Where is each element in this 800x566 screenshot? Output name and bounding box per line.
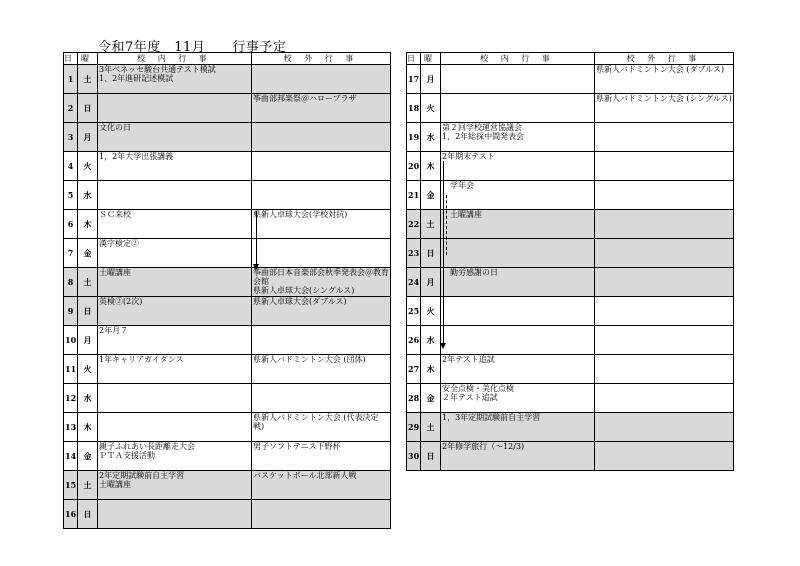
external-event-cell <box>595 297 734 326</box>
dow-cell-text: 日 <box>83 102 92 113</box>
day-cell <box>64 239 78 268</box>
external-event-cell <box>252 297 391 326</box>
dow-cell-text: 金 <box>426 189 435 200</box>
day-cell <box>407 268 421 297</box>
external-event-cell <box>595 94 734 123</box>
table-row <box>407 152 734 181</box>
day-cell-text: 16 <box>65 508 77 519</box>
external-event-cell <box>252 471 391 500</box>
schedule-table-left <box>63 52 391 529</box>
internal-event-cell <box>98 326 252 355</box>
day-cell-text: 1 <box>67 73 74 84</box>
internal-event-cell <box>98 500 252 529</box>
day-cell <box>64 471 78 500</box>
dow-cell <box>78 500 98 529</box>
day-cell-text: 8 <box>67 276 74 287</box>
day-cell <box>64 268 78 297</box>
internal-event-cell <box>98 123 252 152</box>
internal-event-cell-text: 2年修学旅行（～12/3) <box>442 442 525 451</box>
dow-cell-text: 土 <box>83 479 92 490</box>
external-event-cell <box>595 268 734 297</box>
day-cell-text: 22 <box>408 218 420 229</box>
day-cell-text: 6 <box>67 218 74 229</box>
external-event-cell-text: 男子ソフトテニス下野杯 <box>253 442 341 451</box>
header-internal: 校 内 行 事 <box>441 53 595 65</box>
internal-event-cell <box>98 65 252 94</box>
day-cell-text: 17 <box>408 73 420 84</box>
day-cell <box>407 181 421 210</box>
external-event-cell <box>252 239 391 268</box>
internal-event-cell-text: 第２回学校運営協議会 1，2年総探中間発表会 <box>442 123 525 141</box>
day-cell <box>64 384 78 413</box>
header-day: 日 <box>64 54 77 63</box>
table-row <box>64 210 391 239</box>
dow-cell <box>421 268 441 297</box>
day-cell-text: 19 <box>408 131 420 142</box>
dow-cell <box>78 94 98 123</box>
external-event-cell-text: 県新人卓球大会(ダブルス) <box>253 297 347 306</box>
external-event-cell <box>595 210 734 239</box>
dow-cell-text: 水 <box>83 392 92 403</box>
internal-event-cell-text: 1，2年大学出張講義 <box>99 152 174 161</box>
day-cell-text: 11 <box>65 363 77 374</box>
table-row <box>64 471 391 500</box>
internal-event-cell <box>98 210 252 239</box>
table-row <box>64 94 391 123</box>
dow-cell-text: 土 <box>83 276 92 287</box>
day-cell <box>64 181 78 210</box>
external-event-cell-text: 県新人バドミントン大会 (ダブルス) <box>596 65 725 74</box>
dow-cell-text: 火 <box>426 102 435 113</box>
table-row <box>407 239 734 268</box>
day-cell <box>64 355 78 384</box>
dow-cell-text: 金 <box>426 392 435 403</box>
dow-cell <box>421 413 441 442</box>
dow-cell-text: 木 <box>426 363 435 374</box>
external-event-cell <box>595 355 734 384</box>
internal-event-cell-text: 土曜講座 <box>99 268 131 277</box>
external-event-cell <box>252 442 391 471</box>
dow-cell <box>78 384 98 413</box>
internal-event-cell-text: 親子ふれあい長距離走大会 ＰＴＡ支援活動 <box>99 442 195 460</box>
table-row <box>407 94 734 123</box>
day-cell-text: 28 <box>408 392 420 403</box>
page-title: 令和7年度 11月 行事予定 <box>98 40 287 55</box>
internal-event-cell-text: 英検②(2次) <box>99 297 143 306</box>
external-event-cell <box>252 413 391 442</box>
external-event-cell-text: 県新人卓球大会(学校対抗) <box>253 210 348 219</box>
day-cell <box>407 355 421 384</box>
internal-event-cell <box>441 239 595 268</box>
table-row <box>407 442 734 471</box>
schedule-table-right <box>406 52 734 471</box>
dow-cell <box>78 326 98 355</box>
day-cell <box>407 384 421 413</box>
internal-event-cell <box>441 94 595 123</box>
day-cell-text: 15 <box>65 479 77 490</box>
external-event-cell <box>595 152 734 181</box>
arrow-line-nov6-9 <box>256 211 257 267</box>
day-cell <box>64 210 78 239</box>
internal-event-cell-text: 勤労感謝の日 <box>442 268 498 277</box>
day-cell-text: 18 <box>408 102 420 113</box>
dow-cell-text: 水 <box>426 334 435 345</box>
internal-event-cell <box>441 355 595 384</box>
day-cell <box>64 297 78 326</box>
table-row <box>64 442 391 471</box>
external-event-cell <box>595 413 734 442</box>
day-cell <box>64 65 78 94</box>
table-row <box>64 268 391 297</box>
dow-cell-text: 土 <box>83 73 92 84</box>
dow-cell <box>78 442 98 471</box>
internal-event-cell-text: 2年期末テスト <box>442 152 495 161</box>
dow-cell <box>421 384 441 413</box>
external-event-cell <box>252 65 391 94</box>
dow-cell-text: 月 <box>426 73 435 84</box>
external-event-cell-text: 県新人バドミントン大会 (団体) <box>253 355 366 364</box>
external-event-cell <box>252 210 391 239</box>
header-dow: 曜 <box>421 53 441 65</box>
external-event-cell <box>595 123 734 152</box>
arrow-dashed-line <box>446 195 447 255</box>
table-row <box>64 355 391 384</box>
header-internal: 校 内 行 事 <box>98 53 252 65</box>
table-row <box>407 384 734 413</box>
dow-cell <box>78 268 98 297</box>
internal-event-cell <box>441 384 595 413</box>
internal-event-cell <box>98 268 252 297</box>
table-row <box>407 355 734 384</box>
day-cell-text: 25 <box>408 305 420 316</box>
day-cell-text: 9 <box>67 305 74 316</box>
table-row <box>407 65 734 94</box>
dow-cell-text: 木 <box>83 218 92 229</box>
external-event-cell <box>252 94 391 123</box>
internal-event-cell <box>441 65 595 94</box>
header-dow: 曜 <box>78 53 98 65</box>
dow-cell-text: 金 <box>83 247 92 258</box>
dow-cell <box>421 297 441 326</box>
table-row <box>407 413 734 442</box>
external-event-cell <box>252 268 391 297</box>
day-cell <box>407 297 421 326</box>
external-event-cell <box>252 152 391 181</box>
internal-event-cell <box>98 239 252 268</box>
internal-event-cell <box>441 413 595 442</box>
internal-event-cell <box>441 210 595 239</box>
internal-event-cell-text: 安全点検・美化点検 ２年テスト追試 <box>442 384 514 402</box>
dow-cell-text: 木 <box>426 160 435 171</box>
table-row <box>64 297 391 326</box>
day-cell-text: 20 <box>408 160 420 171</box>
internal-event-cell <box>98 355 252 384</box>
external-event-cell <box>595 384 734 413</box>
day-cell <box>64 152 78 181</box>
internal-event-cell-text: 漢字検定② <box>99 239 139 248</box>
external-event-cell <box>595 442 734 471</box>
day-cell-text: 5 <box>67 189 74 200</box>
internal-event-cell-text: 文化の日 <box>99 123 131 132</box>
day-cell <box>64 442 78 471</box>
table-row <box>407 297 734 326</box>
day-cell-text: 3 <box>67 131 74 142</box>
dow-cell-text: 火 <box>83 160 92 171</box>
dow-cell-text: 水 <box>426 131 435 142</box>
day-cell-text: 21 <box>408 189 420 200</box>
dow-cell <box>421 210 441 239</box>
dow-cell-text: 月 <box>83 334 92 345</box>
internal-event-cell <box>441 181 595 210</box>
internal-event-cell <box>98 471 252 500</box>
day-cell-text: 14 <box>65 450 77 461</box>
dow-cell-text: 木 <box>83 421 92 432</box>
internal-event-cell <box>441 123 595 152</box>
dow-cell-text: 月 <box>83 131 92 142</box>
day-cell <box>64 94 78 123</box>
internal-event-cell <box>98 94 252 123</box>
table-row <box>64 326 391 355</box>
day-cell <box>407 239 421 268</box>
internal-event-cell <box>98 152 252 181</box>
table-row <box>64 500 391 529</box>
day-cell <box>407 210 421 239</box>
day-cell-text: 10 <box>65 334 77 345</box>
internal-event-cell <box>98 297 252 326</box>
dow-cell <box>78 65 98 94</box>
dow-cell-text: 水 <box>83 189 92 200</box>
dow-cell <box>78 152 98 181</box>
day-cell-text: 2 <box>67 102 74 113</box>
external-event-cell <box>595 239 734 268</box>
day-cell <box>407 413 421 442</box>
external-event-cell <box>252 500 391 529</box>
dow-cell <box>421 65 441 94</box>
dow-cell <box>78 239 98 268</box>
dow-cell <box>78 413 98 442</box>
dow-cell <box>78 355 98 384</box>
internal-event-cell-text: 土曜講座 <box>442 210 482 219</box>
internal-event-cell <box>441 442 595 471</box>
arrow-line-nov20-26 <box>443 161 444 345</box>
external-event-cell-text: 筝曲部日本音楽部会秋季発表会＠教育会館 県新人卓球大会(シングルス) <box>253 268 389 295</box>
dow-cell <box>421 181 441 210</box>
day-cell <box>64 123 78 152</box>
internal-event-cell-text: 3年ベネッセ駿台共通テスト模試 1、2年進研記述模試 <box>99 65 216 83</box>
internal-event-cell-text: 2年テスト追試 <box>442 355 495 364</box>
table-row <box>407 181 734 210</box>
table-row <box>407 123 734 152</box>
table-row <box>64 181 391 210</box>
external-event-cell-text: 筝曲部邦楽祭＠ハロープラザ <box>253 94 357 103</box>
internal-event-cell <box>98 442 252 471</box>
day-cell-text: 12 <box>65 392 77 403</box>
table-row <box>64 413 391 442</box>
day-cell-text: 4 <box>67 160 74 171</box>
external-event-cell-text: 県新人バドミントン大会 (シングルス) <box>596 94 732 103</box>
internal-event-cell <box>441 152 595 181</box>
day-cell-text: 30 <box>408 450 420 461</box>
external-event-cell <box>595 65 734 94</box>
external-event-cell-text: バスケットボール北部新人戦 <box>253 471 357 480</box>
day-cell-text: 23 <box>408 247 420 258</box>
dow-cell <box>78 181 98 210</box>
day-cell <box>407 442 421 471</box>
arrow-head-nov20-26 <box>440 343 446 349</box>
external-event-cell <box>252 326 391 355</box>
external-event-cell <box>595 326 734 355</box>
dow-cell-text: 火 <box>83 363 92 374</box>
dow-cell-text: 日 <box>426 247 435 258</box>
day-cell <box>64 500 78 529</box>
dow-cell <box>421 326 441 355</box>
day-cell <box>407 326 421 355</box>
dow-cell <box>421 239 441 268</box>
internal-event-cell <box>98 384 252 413</box>
dow-cell <box>78 123 98 152</box>
dow-cell-text: 土 <box>426 421 435 432</box>
table-row <box>64 123 391 152</box>
table-row <box>64 152 391 181</box>
dow-cell-text: 金 <box>83 450 92 461</box>
internal-event-cell <box>441 326 595 355</box>
dow-cell-text: 火 <box>426 305 435 316</box>
internal-event-cell-text: 1，3年定期試験前自主学習 <box>442 413 541 422</box>
dow-cell <box>421 123 441 152</box>
day-cell-text: 26 <box>408 334 420 345</box>
day-cell <box>64 413 78 442</box>
external-event-cell <box>595 181 734 210</box>
dow-cell <box>78 471 98 500</box>
dow-cell-text: 日 <box>83 305 92 316</box>
day-cell-text: 29 <box>408 421 420 432</box>
internal-event-cell-text: ＳＣ来校 <box>99 210 131 219</box>
dow-cell <box>421 442 441 471</box>
external-event-cell <box>252 123 391 152</box>
header-day: 日 <box>407 54 420 63</box>
day-cell <box>407 123 421 152</box>
internal-event-cell-text: 1年キャリアガイダンス <box>99 355 184 364</box>
day-cell-text: 24 <box>408 276 420 287</box>
table-row <box>407 326 734 355</box>
day-cell <box>407 152 421 181</box>
day-cell <box>64 326 78 355</box>
internal-event-cell <box>98 413 252 442</box>
day-cell-text: 7 <box>67 247 74 258</box>
internal-event-cell <box>441 297 595 326</box>
dow-cell <box>421 94 441 123</box>
dow-cell-text: 月 <box>426 276 435 287</box>
internal-event-cell-text: 2年定期試験前自主学習 土曜講座 <box>99 471 185 489</box>
header-external: 校 外 行 事 <box>252 53 391 65</box>
table-row <box>407 268 734 297</box>
arrow-head-nov6-9 <box>253 264 259 270</box>
external-event-cell <box>252 384 391 413</box>
internal-event-cell <box>441 268 595 297</box>
day-cell-text: 13 <box>65 421 77 432</box>
dow-cell <box>421 355 441 384</box>
table-row <box>64 239 391 268</box>
external-event-cell <box>252 355 391 384</box>
dow-cell <box>421 152 441 181</box>
dow-cell <box>78 210 98 239</box>
day-cell <box>407 94 421 123</box>
table-row <box>64 65 391 94</box>
dow-cell-text: 日 <box>426 450 435 461</box>
table-row <box>407 210 734 239</box>
external-event-cell <box>252 181 391 210</box>
dow-cell <box>78 297 98 326</box>
table-row <box>64 384 391 413</box>
internal-event-cell-text: 2年月７ <box>99 326 129 335</box>
day-cell-text: 27 <box>408 363 420 374</box>
external-event-cell-text: 県新人バドミントン大会 (代表決定戦) <box>253 413 379 431</box>
internal-event-cell-text: 学年会 <box>442 181 474 190</box>
dow-cell-text: 土 <box>426 218 435 229</box>
dow-cell-text: 日 <box>83 508 92 519</box>
internal-event-cell <box>98 181 252 210</box>
header-external: 校 外 行 事 <box>595 53 734 65</box>
day-cell <box>407 65 421 94</box>
